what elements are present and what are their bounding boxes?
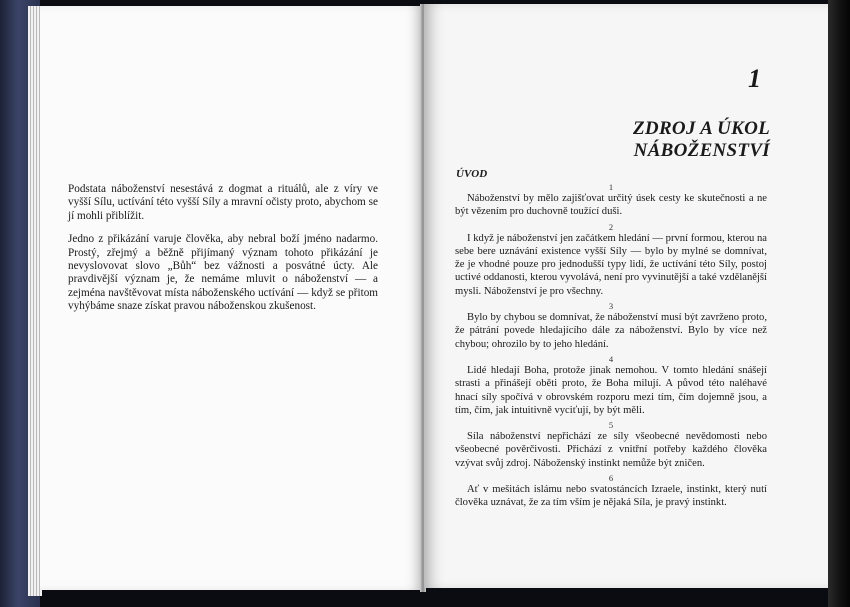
dark-background-edge	[828, 0, 850, 607]
paragraph-text: Ať v mešitách islámu nebo svatostáncích Izraele, instinkt, který nutí člověka uznávat, že za tím vším je nějaká Síla, je pravý instinkt.	[455, 484, 767, 509]
chapter-title: ZDROJ A ÚKOL NÁBOŽENSTVÍ	[633, 118, 770, 161]
paragraph-text: Náboženství by mělo zajišťovat určitý úsek cesty ke skutečnosti a ne být vězením pro duchovně toužící duši.	[455, 193, 767, 218]
paragraph-text: Lidé hledají Boha, protože jinak nemohou. V tomto hledání snášejí strasti a přinášejí oběti proto, že Boha milují. A původ této naléhavé hnací síly spočívá v obrovském rozporu mezi tím, čím dojemně jsou, a tím, čím, jak intuitivně vyciťují, by být měli.	[455, 364, 767, 416]
paragraph-text: Síla náboženství nepřichází ze síly všeobecné nevědomosti nebo všeobecné pověrčivosti. Přichází z vnitřní potřeby každého člověka vzývat svůj zdroj. Náboženský instinkt nemůže být zničen.	[455, 431, 767, 469]
chapter-number: 1	[748, 64, 761, 93]
chapter-body	[455, 182, 767, 513]
left-page-motto	[68, 183, 378, 324]
paragraph-number: 1	[608, 182, 614, 192]
paragraph-text: I když je náboženství jen začátkem hledání — první formou, kterou na sebe bere uznávání existence vyšší Síly — bylo by mylné se domnívat, že je vhodné pouze pro jednodušší typy lidí, že uctívání této Síly, postoj uctivé oddanosti, kterou vyvolává, není pro vyvinutější a také vzdělanější mysli. Náboženství je pro všechny.	[455, 232, 767, 297]
motto-paragraph-1: Podstata náboženství nesestává z dogmat a rituálů, ale z víry ve vyšší Sílu, uctívání této vyšší Síly a mravní očisty proto, abychom se jí mohli přiblížit.	[68, 183, 378, 222]
paragraph-number: 3	[608, 301, 614, 312]
section-heading: ÚVOD	[456, 168, 488, 180]
paragraph-text: Bylo by chybou se domnívat, že náboženství musí být zavrženo proto, že pátrání povede hledajícího dále za náboženství. Bylo by více než chybou; ohrozilo by to jeho hledání.	[455, 312, 767, 350]
paragraph-number: 2	[608, 221, 614, 232]
paragraph-number: 6	[608, 473, 614, 484]
motto-paragraph-2: Jedno z přikázání varuje člověka, aby nebral boží jméno nadarmo. Prostý, zřejmý a běžně přijímaný význam tohoto přikázání je nevyslovovat slovo „Bůh“ bez vážnosti a posvátné úcty. Ale pravdivější význam je, že nemáme mluvit o náboženství — a zejména navštěvovat místa náboženského uctívání — když se přitom vyhýbáme snaze získat pravou náboženskou zkušenost.	[68, 233, 378, 313]
paragraph-number: 5	[608, 420, 614, 431]
paragraph-number: 4	[608, 353, 614, 364]
